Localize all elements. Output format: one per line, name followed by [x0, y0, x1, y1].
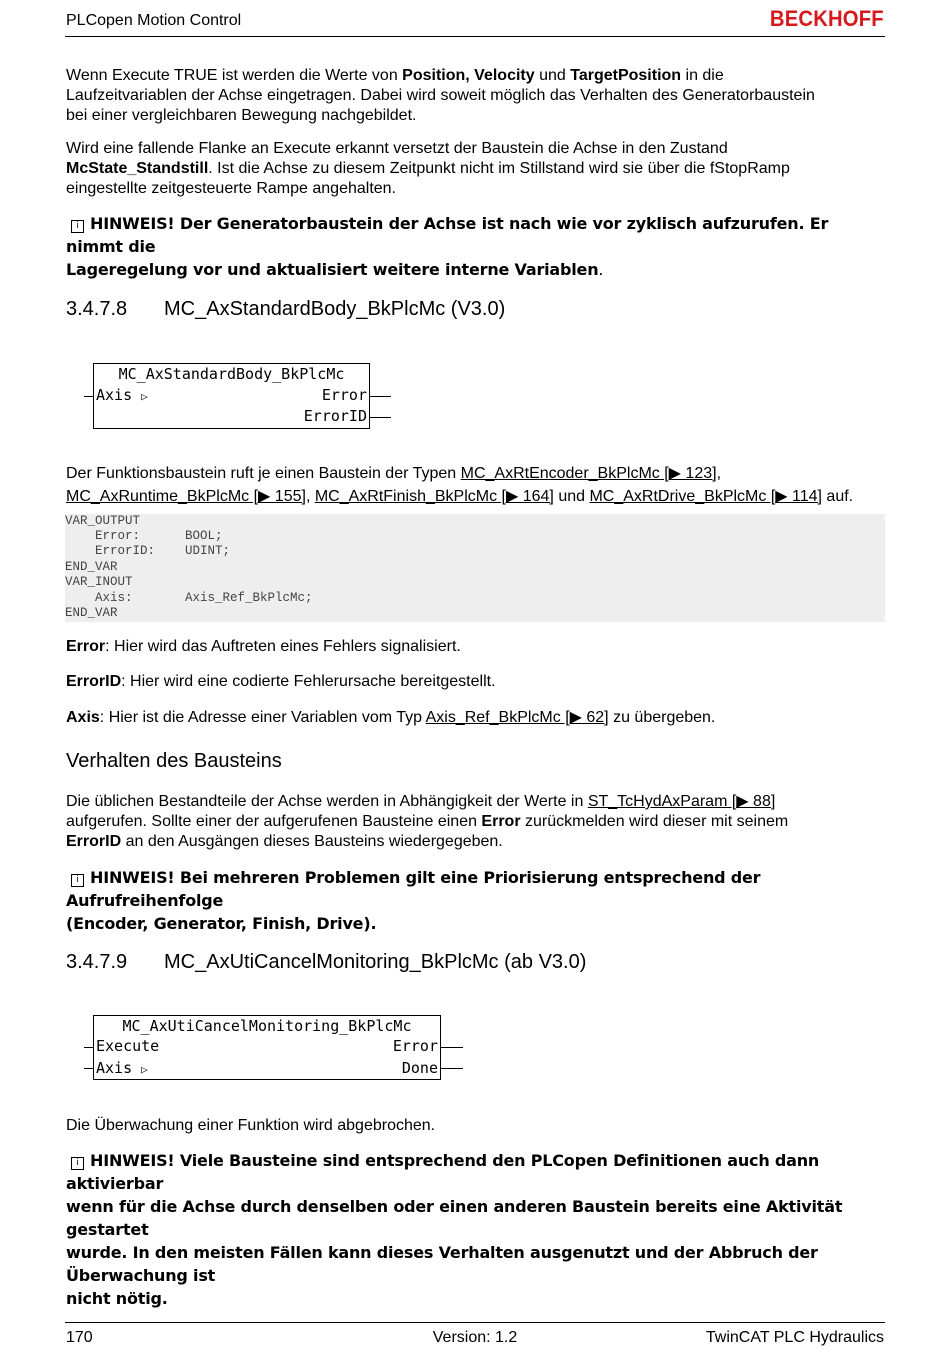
text-span: . Ist die Achse zu diesem Zeitpunkt nicht im Stillstand wird sie über die fStopRamp	[208, 160, 790, 177]
fb-input-axis	[96, 386, 148, 404]
text-span: : Hier ist die Adresse einer Variablen vom Typ	[99, 709, 426, 726]
info-icon: i	[71, 1157, 84, 1170]
text-span: Laufzeitvariablen der Achse eingetragen. Dabei wird soweit möglich das Verhalten des Generatorbaustein	[66, 87, 815, 104]
hint-text: (Encoder, Generator, Finish, Drive).	[66, 914, 377, 933]
text-span: Die üblichen Bestandteile der Achse werden in Abhängigkeit der Werte in	[66, 793, 588, 810]
fb-pin-line	[369, 417, 391, 418]
function-block-box	[93, 1015, 441, 1080]
bold-term: Error	[481, 813, 521, 830]
var-name: Error	[66, 638, 106, 655]
fb-pin-line	[84, 396, 94, 397]
intro-paragraph-2	[66, 139, 886, 199]
text-span: Der Funktionsbaustein ruft je einen Baustein der Typen	[66, 465, 461, 482]
hint-text: Lageregelung vor und aktualisiert weitere interne Variablen	[66, 260, 599, 279]
code-block	[65, 514, 885, 622]
text-span: aufgerufen. Sollte einer der aufgerufenen Bausteine einen	[66, 813, 482, 830]
text-span: Wenn Execute TRUE ist werden die Werte von	[66, 67, 403, 84]
code-line: Axis: Axis_Ref_BkPlcMc;	[65, 591, 313, 605]
text-span: eingestellte zeitgesteuerte Rampe angehalten.	[66, 180, 396, 197]
page-number: 170	[66, 1329, 93, 1346]
fb-description-2: Die Überwachung einer Funktion wird abgebrochen.	[66, 1117, 436, 1134]
info-icon: i	[71, 874, 84, 887]
var-desc-error	[66, 637, 886, 657]
text-span: zurückmelden wird dieser mit seinem	[520, 813, 789, 830]
text-span: in die	[681, 67, 724, 84]
section-heading-3478	[66, 298, 505, 321]
beckhoff-logo: BECKHOFF	[770, 6, 884, 31]
var-desc-errorid	[66, 672, 886, 692]
text-span: auf.	[821, 488, 854, 505]
code-line: END_VAR	[65, 606, 118, 620]
fb-input-axis	[96, 1059, 148, 1077]
var-desc-axis	[66, 708, 886, 728]
text-span: Wird eine fallende Flanke an Execute erkannt versetzt der Baustein die Achse in den Zustand	[66, 140, 728, 157]
hint-text: nicht nötig.	[66, 1289, 168, 1308]
function-block-box	[93, 363, 370, 429]
section-title: MC_AxUtiCancelMonitoring_BkPlcMc (ab V3.0)	[164, 951, 587, 973]
link-st-tchydaxparam[interactable]: ST_TcHydAxParam [▶ 88]	[587, 793, 776, 810]
inout-arrow-icon: ▷	[141, 390, 148, 403]
text-span: bei einer vergleichbaren Bewegung nachgebildet.	[66, 107, 417, 124]
fb-pin-line	[84, 1047, 94, 1048]
hint-text: .	[598, 260, 604, 279]
running-header-title: PLCopen Motion Control	[66, 12, 242, 29]
header-rule	[65, 36, 885, 37]
footer-rule	[65, 1322, 885, 1323]
link-mc-axrtdrive[interactable]: MC_AxRtDrive_BkPlcMc [▶ 114]	[589, 488, 822, 505]
section-heading-3479	[66, 951, 586, 974]
text-span: an den Ausgängen dieses Bausteins wiedergegeben.	[121, 833, 503, 850]
section-number: 3.4.7.8	[66, 298, 128, 320]
fb-output-error: Error	[321, 386, 367, 404]
hint-text: HINWEIS! Bei mehreren Problemen gilt eine Priorisierung entsprechend der Aufrufreihenfolge	[66, 868, 761, 910]
bold-term: McState_Standstill	[66, 160, 209, 177]
link-mc-axruntime[interactable]: MC_AxRuntime_BkPlcMc [▶ 155]	[66, 488, 306, 505]
text-span: und	[534, 67, 571, 84]
bold-term: TargetPosition	[570, 67, 682, 84]
fb-pin-label: Axis	[96, 1059, 133, 1077]
hint-text: wurde. In den meisten Fällen kann dieses Verhalten ausgenutzt und der Abbruch der Überwachung ist	[66, 1243, 818, 1285]
var-name: ErrorID	[66, 673, 122, 690]
subheading-verhalten: Verhalten des Bausteins	[66, 750, 282, 772]
fb-output-errorid: ErrorID	[303, 407, 367, 425]
fb-output-done: Done	[401, 1059, 438, 1077]
link-mc-axrtencoder[interactable]: MC_AxRtEncoder_BkPlcMc [▶ 123]	[460, 465, 717, 482]
section-number: 3.4.7.9	[66, 951, 128, 973]
function-block-name: MC_AxUtiCancelMonitoring_BkPlcMc	[122, 1017, 412, 1035]
text-span: zu übergeben.	[608, 709, 716, 726]
section-title: MC_AxStandardBody_BkPlcMc (V3.0)	[164, 298, 506, 320]
link-axis-ref[interactable]: Axis_Ref_BkPlcMc [▶ 62]	[425, 709, 609, 726]
code-line: Error: BOOL;	[65, 529, 223, 543]
product-name: TwinCAT PLC Hydraulics	[705, 1329, 884, 1346]
fb-input-execute: Execute	[96, 1037, 160, 1055]
hint-text: HINWEIS! Viele Bausteine sind entsprechend den PLCopen Definitionen auch dann aktivierbar	[66, 1151, 820, 1193]
link-mc-axrtfinish[interactable]: MC_AxRtFinish_BkPlcMc [▶ 164]	[314, 488, 554, 505]
text-span: : Hier wird das Auftreten eines Fehlers signalisiert.	[105, 638, 461, 655]
bold-term: Position, Velocity	[402, 67, 535, 84]
code-line: END_VAR	[65, 560, 118, 574]
intro-paragraph-1	[66, 66, 886, 126]
fb-pin-line	[440, 1047, 463, 1048]
text-span: ,	[716, 465, 722, 482]
code-line: ErrorID: UDINT;	[65, 544, 231, 558]
hint-note-3	[66, 1149, 886, 1310]
fb-pin-label: Axis	[96, 386, 133, 404]
text-span: und	[553, 488, 590, 505]
text-span: : Hier wird eine codierte Fehlerursache bereitgestellt.	[121, 673, 496, 690]
hint-note-2	[66, 866, 886, 935]
info-icon: i	[71, 220, 84, 233]
code-line: VAR_INOUT	[65, 575, 133, 589]
hint-text: HINWEIS! Der Generatorbaustein der Achse ist nach wie vor zyklisch aufzurufen. Er nimmt die	[66, 214, 829, 256]
fb-pin-line	[84, 1068, 94, 1069]
fb-description	[66, 462, 886, 508]
version-label: Version: 1.2	[432, 1329, 518, 1346]
text-span: ,	[305, 488, 315, 505]
var-name: Axis	[66, 709, 100, 726]
fb-pin-line	[369, 396, 391, 397]
hint-note-1	[66, 212, 886, 281]
code-line: VAR_OUTPUT	[65, 514, 141, 528]
hint-text: wenn für die Achse durch denselben oder einen anderen Baustein bereits eine Aktivität gestartet	[66, 1197, 843, 1239]
fb-output-error: Error	[392, 1037, 438, 1055]
behavior-paragraph	[66, 792, 886, 852]
fb-pin-line	[440, 1068, 463, 1069]
bold-term: ErrorID	[66, 833, 122, 850]
inout-arrow-icon: ▷	[141, 1063, 148, 1076]
function-block-name: MC_AxStandardBody_BkPlcMc	[118, 365, 345, 383]
